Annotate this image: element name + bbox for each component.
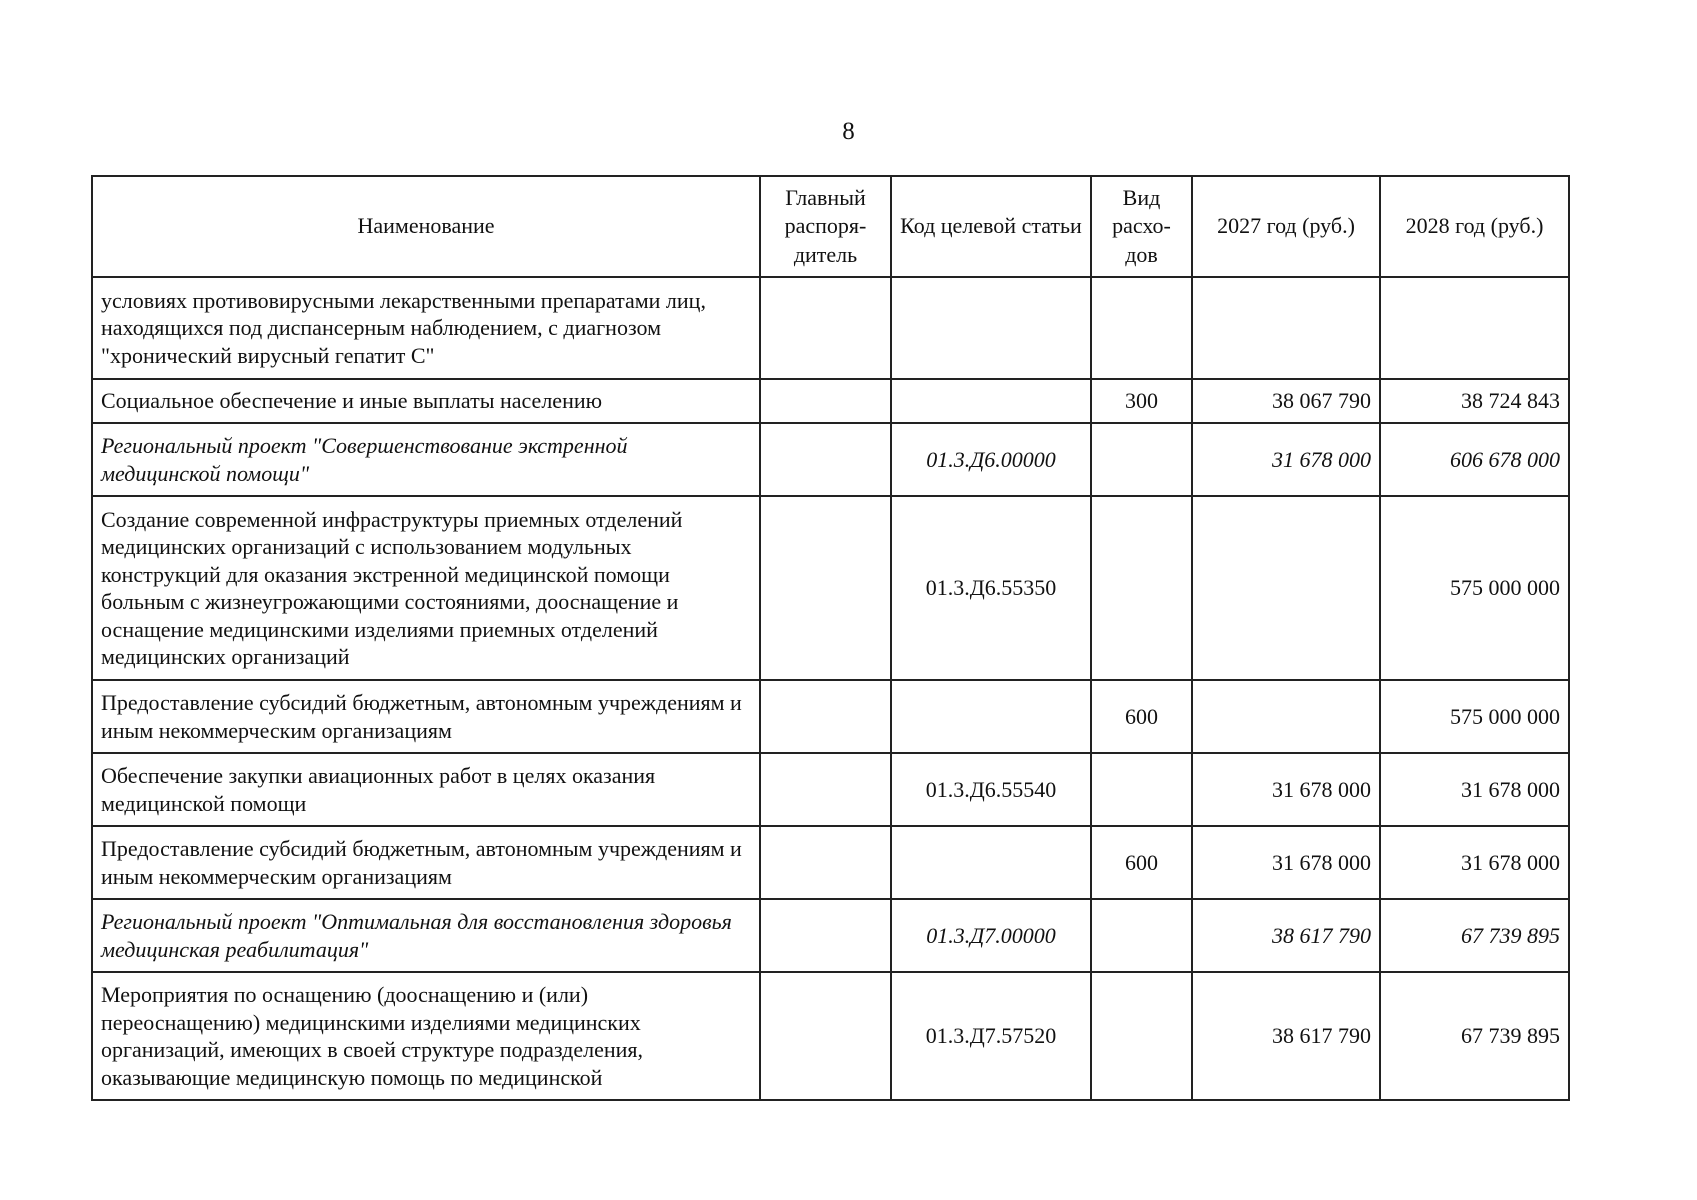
cell-name: условиях противовирусными лекарственными препаратами лиц, находящихся под диспансерным наблюдением, с диагнозом "хронический вирусный гепатит С" xyxy=(92,277,760,379)
cell-2028: 67 739 895 xyxy=(1380,899,1569,972)
cell-manager xyxy=(760,972,891,1100)
cell-name: Социальное обеспечение и иные выплаты населению xyxy=(92,379,760,423)
cell-name: Обеспечение закупки авиационных работ в целях оказания медицинской помощи xyxy=(92,753,760,826)
cell-vid: 600 xyxy=(1091,826,1192,899)
header-vid: Вид расхо-дов xyxy=(1091,176,1192,277)
cell-name: Предоставление субсидий бюджетным, автономным учреждениям и иным некоммерческим организациям xyxy=(92,680,760,753)
cell-vid xyxy=(1091,899,1192,972)
cell-2028: 606 678 000 xyxy=(1380,423,1569,496)
table-row xyxy=(92,277,1569,379)
cell-manager xyxy=(760,826,891,899)
cell-2027: 31 678 000 xyxy=(1192,826,1380,899)
cell-name: Создание современной инфраструктуры приемных отделений медицинских организаций с использованием модульных конструкций для оказания экстренной медицинской помощи больным с жизнеугрожающими состояниями, дооснащение и оснащение медицинскими изделиями приемных отделений медицинских организаций xyxy=(92,496,760,680)
cell-vid xyxy=(1091,423,1192,496)
cell-code: 01.3.Д6.55540 xyxy=(891,753,1091,826)
cell-2028: 575 000 000 xyxy=(1380,680,1569,753)
cell-vid xyxy=(1091,972,1192,1100)
header-code: Код целевой статьи xyxy=(891,176,1091,277)
cell-2028: 67 739 895 xyxy=(1380,972,1569,1100)
table-row xyxy=(92,826,1569,899)
cell-manager xyxy=(760,496,891,680)
cell-code xyxy=(891,379,1091,423)
cell-vid xyxy=(1091,753,1192,826)
cell-2028: 31 678 000 xyxy=(1380,826,1569,899)
cell-vid xyxy=(1091,277,1192,379)
cell-code: 01.3.Д7.00000 xyxy=(891,899,1091,972)
page-number: 8 xyxy=(842,118,855,145)
cell-2027 xyxy=(1192,496,1380,680)
table-row xyxy=(92,423,1569,496)
table-row xyxy=(92,972,1569,1100)
table-header-row xyxy=(92,176,1569,277)
cell-vid: 300 xyxy=(1091,379,1192,423)
budget-table xyxy=(91,175,1570,1101)
cell-2027: 31 678 000 xyxy=(1192,423,1380,496)
cell-2027 xyxy=(1192,680,1380,753)
cell-manager xyxy=(760,899,891,972)
cell-code: 01.3.Д6.00000 xyxy=(891,423,1091,496)
cell-2028: 38 724 843 xyxy=(1380,379,1569,423)
cell-2028: 575 000 000 xyxy=(1380,496,1569,680)
table-row xyxy=(92,899,1569,972)
cell-manager xyxy=(760,423,891,496)
cell-2028 xyxy=(1380,277,1569,379)
cell-2027: 38 067 790 xyxy=(1192,379,1380,423)
cell-2027: 31 678 000 xyxy=(1192,753,1380,826)
header-2028: 2028 год (руб.) xyxy=(1380,176,1569,277)
cell-manager xyxy=(760,753,891,826)
cell-2027: 38 617 790 xyxy=(1192,972,1380,1100)
cell-manager xyxy=(760,277,891,379)
cell-name: Региональный проект "Оптимальная для восстановления здоровья медицинская реабилитация" xyxy=(92,899,760,972)
cell-vid: 600 xyxy=(1091,680,1192,753)
cell-code: 01.3.Д6.55350 xyxy=(891,496,1091,680)
cell-name: Предоставление субсидий бюджетным, автономным учреждениям и иным некоммерческим организациям xyxy=(92,826,760,899)
cell-vid xyxy=(1091,496,1192,680)
header-name: Наименование xyxy=(92,176,760,277)
header-2027: 2027 год (руб.) xyxy=(1192,176,1380,277)
cell-code xyxy=(891,680,1091,753)
cell-code xyxy=(891,826,1091,899)
cell-2027: 38 617 790 xyxy=(1192,899,1380,972)
header-manager: Главный распоря-дитель xyxy=(760,176,891,277)
cell-2028: 31 678 000 xyxy=(1380,753,1569,826)
cell-manager xyxy=(760,680,891,753)
cell-2027 xyxy=(1192,277,1380,379)
table-row xyxy=(92,680,1569,753)
table-row xyxy=(92,379,1569,423)
cell-name: Региональный проект "Совершенствование экстренной медицинской помощи" xyxy=(92,423,760,496)
cell-manager xyxy=(760,379,891,423)
cell-name: Мероприятия по оснащению (дооснащению и (или) переоснащению) медицинскими изделиями медицинских организаций, имеющих в своей структуре подразделения, оказывающие медицинскую помощь по медицинской xyxy=(92,972,760,1100)
table-row xyxy=(92,753,1569,826)
table-row xyxy=(92,496,1569,680)
cell-code xyxy=(891,277,1091,379)
cell-code: 01.3.Д7.57520 xyxy=(891,972,1091,1100)
